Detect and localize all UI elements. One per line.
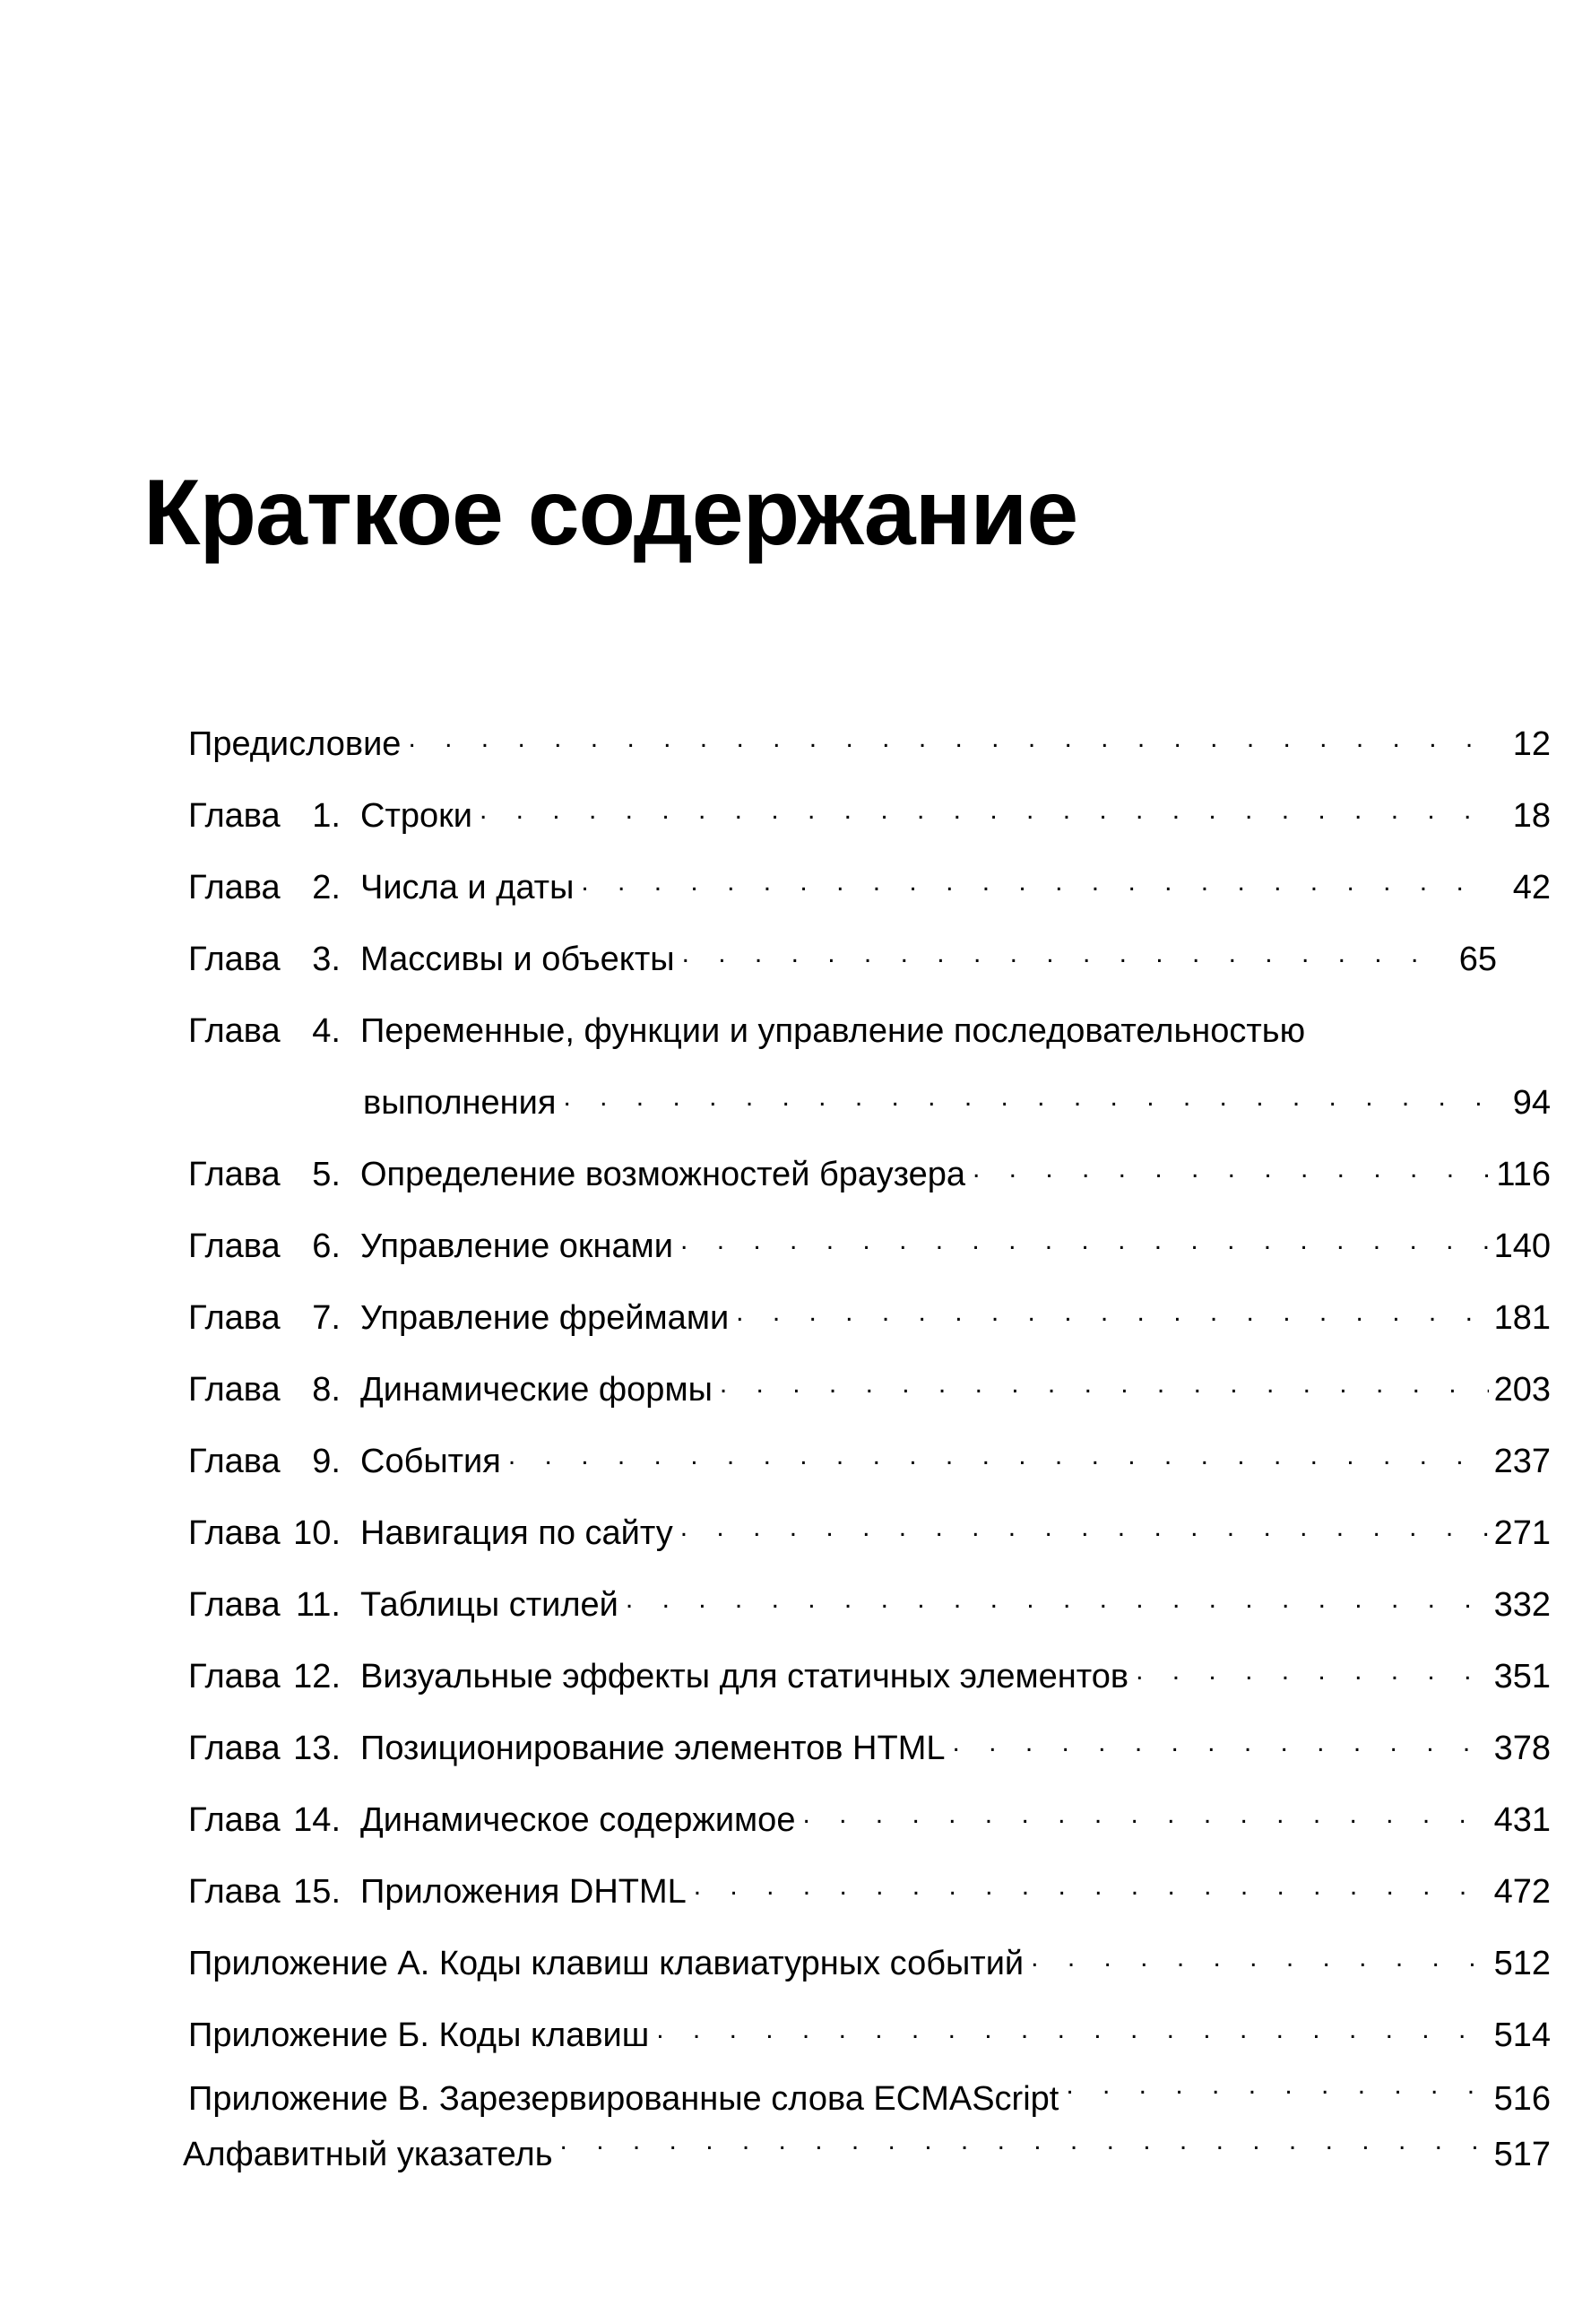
toc-entry-page: 431 (1493, 1801, 1551, 1839)
toc-entry-index[interactable] (183, 2127, 1551, 2182)
toc-entry-page: 512 (1493, 1945, 1551, 1982)
toc-entry-page: 271 (1493, 1514, 1551, 1552)
chapter-word: Глава (188, 869, 281, 906)
dot-leader (560, 2131, 1489, 2165)
chapter-word: Глава (188, 1586, 281, 1624)
toc-entry-appendix-v[interactable] (188, 2071, 1551, 2127)
chapter-word: Глава (188, 1371, 281, 1409)
chapter-number: 8. (312, 1371, 341, 1409)
dot-leader (680, 1223, 1489, 1257)
chapter-word: Глава (188, 1658, 281, 1695)
toc-entry-label: Приложение В. Зарезервированные слова ECMAScript (188, 2080, 1059, 2118)
chapter-title: Динамические формы (360, 1371, 713, 1409)
dot-leader (682, 936, 1443, 970)
toc-entry-label: Алфавитный указатель (183, 2136, 553, 2173)
toc-entry-page: 472 (1493, 1873, 1551, 1911)
toc-entry-page: 237 (1493, 1443, 1551, 1480)
toc-entry-chapter-5[interactable] (188, 1139, 1551, 1210)
toc-entry-page: 116 (1496, 1156, 1551, 1193)
toc-entry-chapter-2[interactable] (188, 852, 1551, 924)
toc-entry-label: Приложение Б. Коды клавиш (188, 2016, 650, 2054)
chapter-word: Глава (188, 1156, 281, 1193)
table-of-contents (183, 708, 1551, 2182)
dot-leader (736, 1295, 1488, 1329)
toc-entry-page: 18 (1512, 797, 1551, 835)
toc-entry-chapter-6[interactable] (188, 1210, 1551, 1282)
chapter-title: Числа и даты (360, 869, 575, 906)
chapter-number: 6. (312, 1227, 341, 1265)
toc-entry-page: 140 (1493, 1227, 1551, 1265)
chapter-number: 14. (293, 1801, 341, 1839)
toc-entry-chapter-10[interactable] (188, 1497, 1551, 1569)
chapter-number: 7. (312, 1299, 341, 1337)
dot-leader (973, 1151, 1491, 1185)
toc-entry-chapter-4[interactable] (188, 995, 1551, 1067)
toc-entry-appendix-a[interactable] (188, 1928, 1551, 1999)
chapter-word: Глава (188, 1801, 281, 1839)
chapter-word: Глава (188, 1873, 281, 1911)
toc-entry-page: 181 (1493, 1299, 1551, 1337)
chapter-title: Навигация по сайту (360, 1514, 673, 1552)
toc-entry-chapter-12[interactable] (188, 1641, 1551, 1713)
dot-leader (563, 1080, 1492, 1114)
page-title: Краткое содержание (143, 461, 1078, 565)
chapter-number: 2. (312, 869, 341, 906)
toc-entry-chapter-11[interactable] (188, 1569, 1551, 1641)
dot-leader (680, 1510, 1489, 1544)
toc-entry-label: Предисловие (188, 725, 402, 763)
chapter-number: 13. (293, 1730, 341, 1767)
chapter-word: Глава (188, 1514, 281, 1552)
chapter-number: 11. (295, 1586, 341, 1624)
toc-entry-appendix-b[interactable] (188, 1999, 1551, 2071)
chapter-title: Позиционирование элементов HTML (360, 1730, 946, 1767)
chapter-title: Строки (360, 797, 472, 835)
toc-entry-page: 42 (1512, 869, 1551, 906)
toc-entry-chapter-1[interactable] (188, 780, 1551, 852)
toc-entry-page: 517 (1493, 2136, 1551, 2173)
toc-entry-chapter-4-continued[interactable] (188, 1067, 1551, 1139)
dot-leader (581, 864, 1492, 898)
toc-entry-page: 514 (1493, 2016, 1551, 2054)
dot-leader (480, 793, 1492, 827)
chapter-word: Глава (188, 1443, 281, 1480)
toc-entry-page: 65 (1458, 941, 1497, 978)
toc-entry-page: 332 (1493, 1586, 1551, 1624)
toc-entry-page: 12 (1512, 725, 1551, 763)
chapter-number: 1. (312, 797, 341, 835)
chapter-title: Динамическое содержимое (360, 1801, 796, 1839)
chapter-number: 10. (293, 1514, 341, 1552)
chapter-number: 9. (312, 1443, 341, 1480)
dot-leader (1066, 2076, 1488, 2110)
chapter-title: Массивы и объекты (360, 941, 675, 978)
chapter-title: Приложения DHTML (360, 1873, 687, 1911)
chapter-title: Определение возможностей браузера (360, 1156, 965, 1193)
chapter-number: 15. (293, 1873, 341, 1911)
toc-entry-chapter-15[interactable] (188, 1856, 1551, 1928)
chapter-number: 5. (312, 1156, 341, 1193)
chapter-word: Глава (188, 1299, 281, 1337)
toc-entry-label: Приложение А. Коды клавиш клавиатурных событий (188, 1945, 1025, 1982)
chapter-word: Глава (188, 941, 281, 978)
chapter-title: Таблицы стилей (360, 1586, 618, 1624)
toc-entry-page: 378 (1493, 1730, 1551, 1767)
dot-leader (656, 2012, 1488, 2046)
chapter-title: События (360, 1443, 501, 1480)
chapter-word: Глава (188, 1227, 281, 1265)
chapter-title: Визуальные эффекты для статичных элементов (360, 1658, 1129, 1695)
dot-leader (952, 1725, 1488, 1759)
dot-leader (408, 721, 1492, 755)
chapter-word: Глава (188, 797, 281, 835)
chapter-word: Глава (188, 1730, 281, 1767)
toc-entry-page: 94 (1512, 1084, 1551, 1122)
toc-entry-chapter-13[interactable] (188, 1713, 1551, 1784)
toc-entry-chapter-3[interactable] (188, 924, 1551, 995)
toc-entry-chapter-9[interactable] (188, 1426, 1551, 1497)
dot-leader (626, 1582, 1489, 1616)
chapter-word: Глава (188, 1012, 281, 1050)
chapter-number: 4. (312, 1012, 341, 1050)
dot-leader (508, 1438, 1489, 1472)
toc-entry-page: 203 (1493, 1371, 1551, 1409)
toc-entry-page: 351 (1493, 1658, 1551, 1695)
chapter-title: Управление фреймами (360, 1299, 730, 1337)
dot-leader (720, 1366, 1489, 1400)
toc-entry-chapter-7[interactable] (188, 1282, 1551, 1354)
toc-entry-chapter-14[interactable] (188, 1784, 1551, 1856)
toc-entry-page: 516 (1493, 2080, 1551, 2118)
dot-leader (1136, 1653, 1489, 1687)
dot-leader (1031, 1940, 1488, 1974)
toc-entry-chapter-8[interactable] (188, 1354, 1551, 1426)
dot-leader (694, 1869, 1489, 1903)
chapter-number: 3. (312, 941, 341, 978)
toc-entry-preface[interactable] (188, 708, 1551, 780)
chapter-title: Переменные, функции и управление последовательностью (360, 1012, 1306, 1050)
chapter-title-continued: выполнения (363, 1084, 557, 1122)
chapter-title: Управление окнами (360, 1227, 674, 1265)
dot-leader (802, 1797, 1488, 1831)
chapter-number: 12. (293, 1658, 341, 1695)
